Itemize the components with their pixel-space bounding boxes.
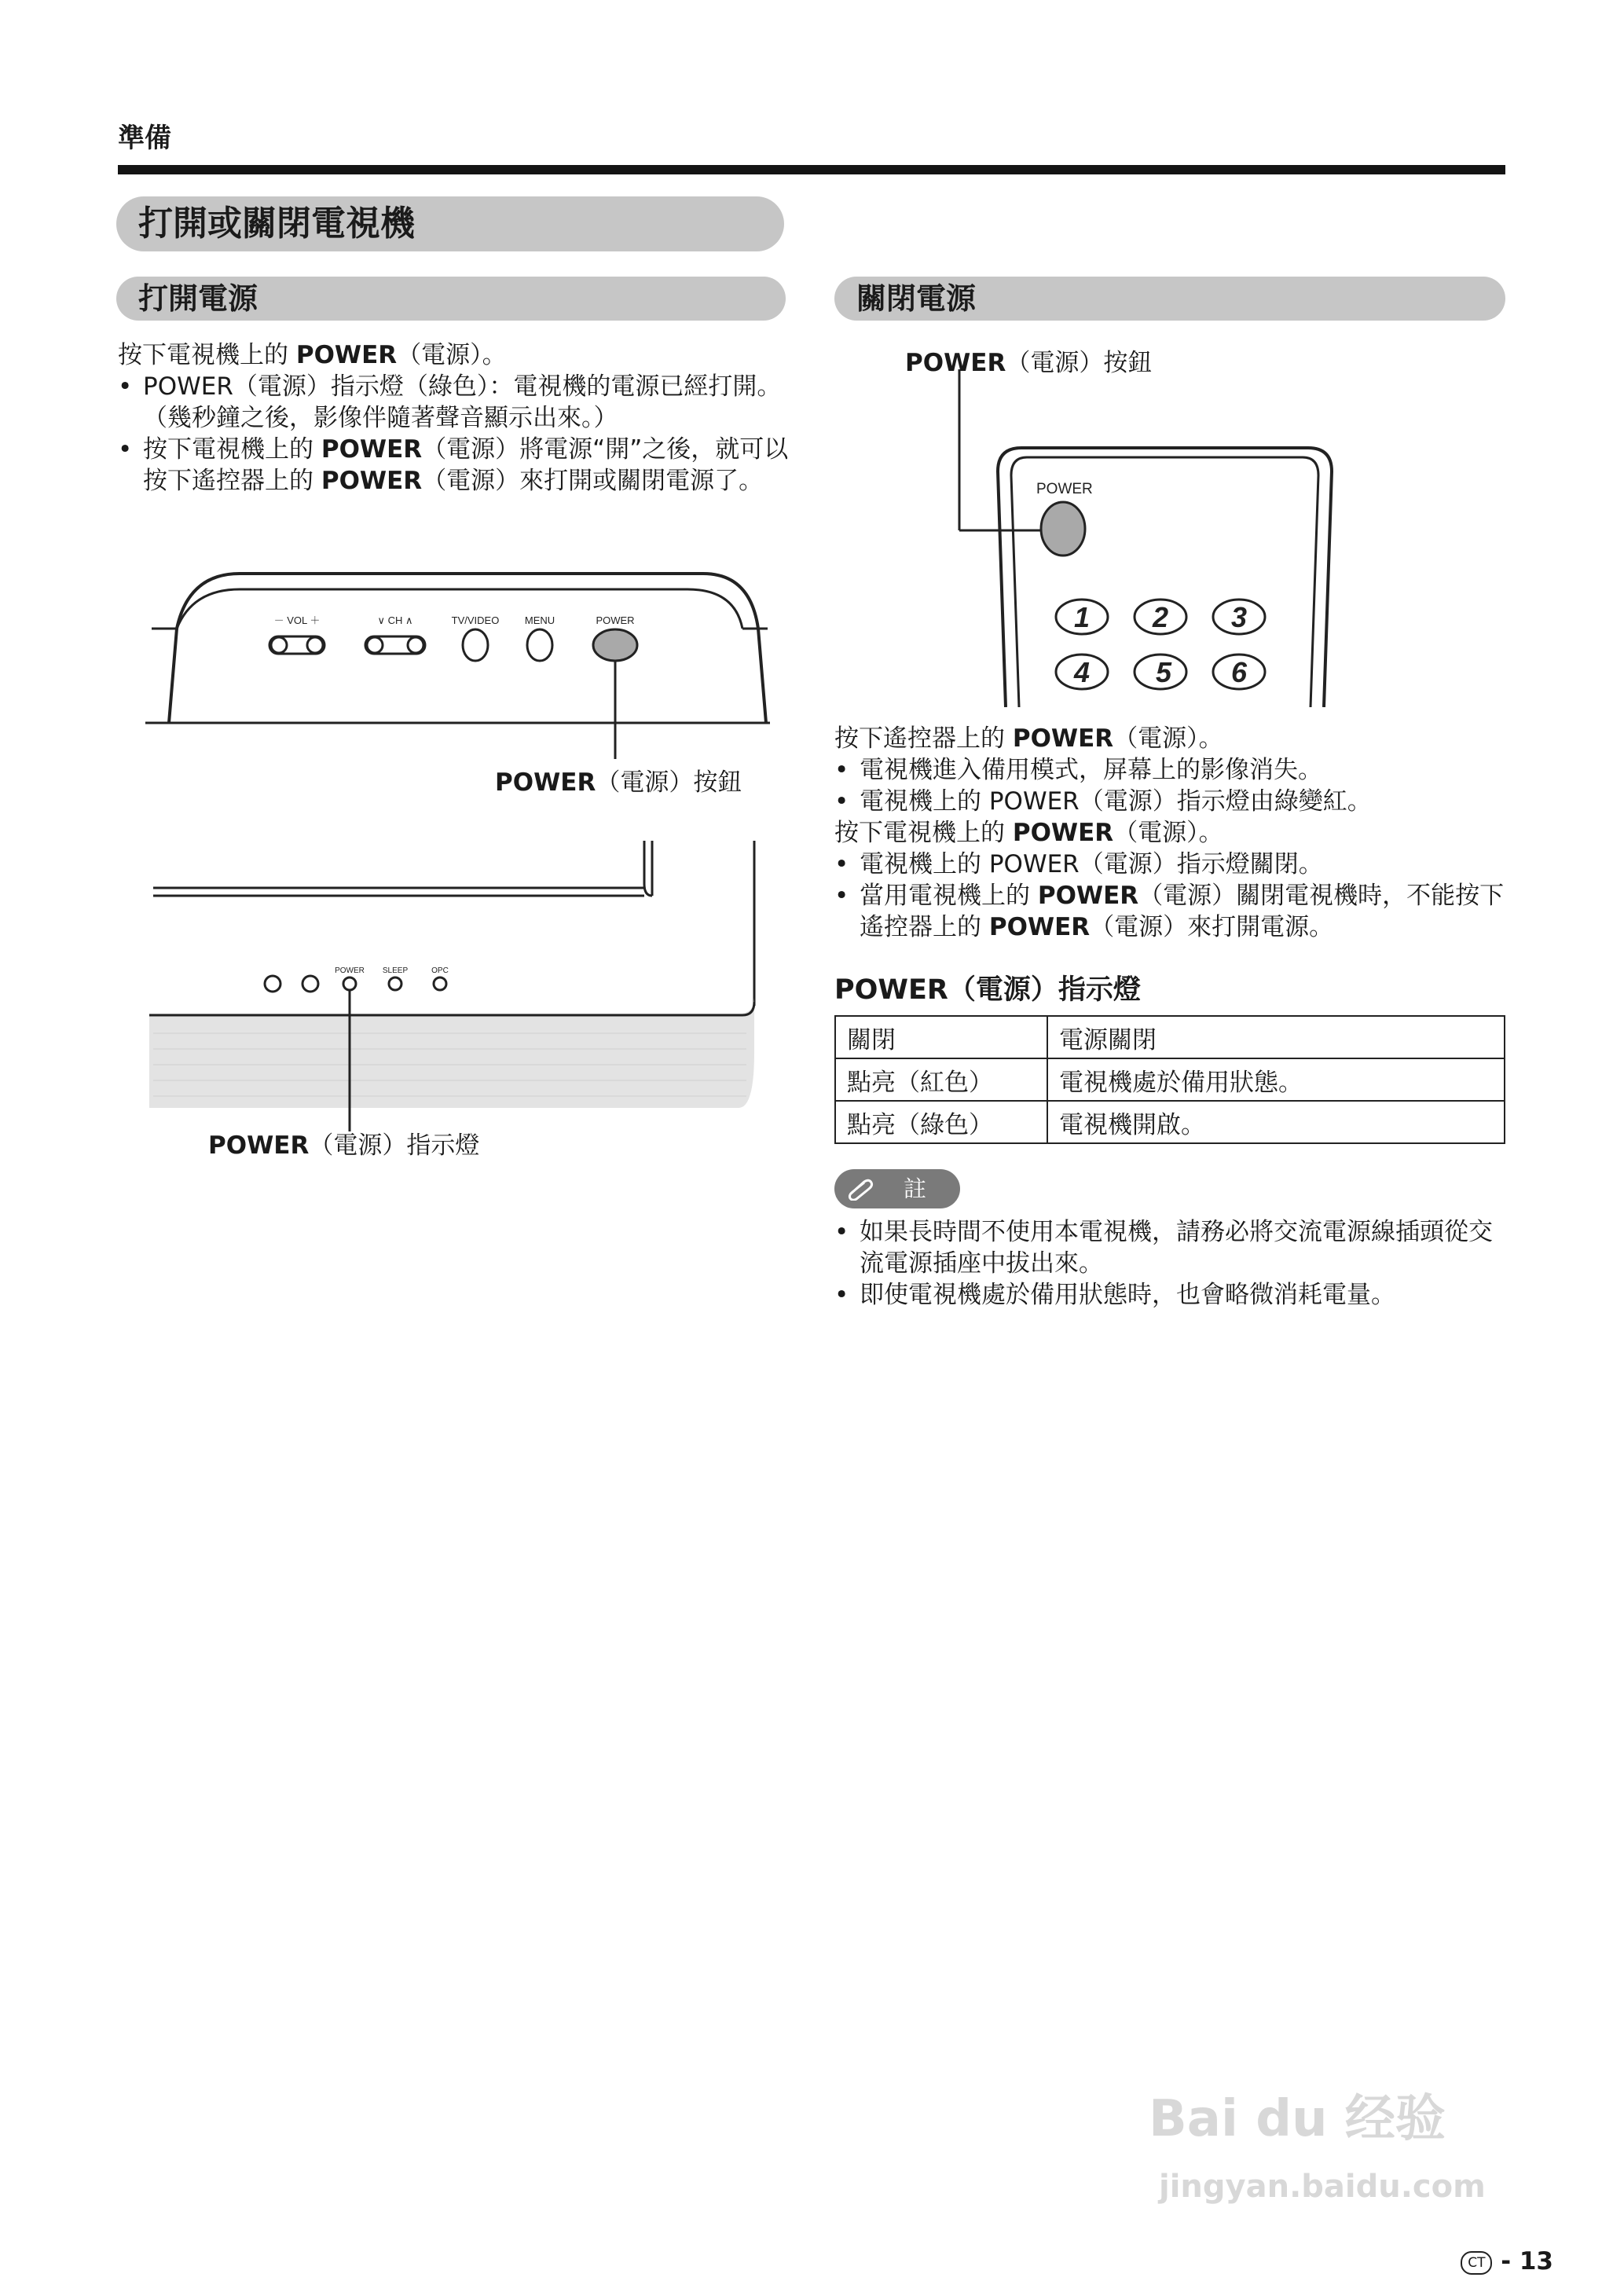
- table-cell: 點亮（紅色）: [835, 1058, 1047, 1101]
- power-on-heading: 打開電源: [116, 277, 786, 321]
- remote-key-1-label: 1: [1073, 601, 1091, 633]
- tv-front-indicator-illustration: [149, 841, 762, 1131]
- remote-control-illustration: [955, 369, 1347, 707]
- power-on-instructions: [118, 339, 794, 497]
- table-row: [835, 1058, 1505, 1101]
- remote-power-button-caption: POWER（電源）按鈕: [905, 349, 1153, 377]
- remote-key-2-label: 2: [1152, 601, 1169, 633]
- tv-sleep-indicator-label: SLEEP: [382, 966, 409, 975]
- note-badge: [834, 1169, 960, 1208]
- tv-power-indicator-label: POWER: [335, 966, 365, 975]
- baidu-watermark-logo: Bai du 经验: [1149, 2090, 1446, 2148]
- table-cell: 電視機處於備用狀態。: [1047, 1058, 1505, 1101]
- language-badge: CT: [1461, 2251, 1492, 2275]
- tv-power-indicator: [343, 977, 356, 990]
- power-on-intro: 按下電視機上的 POWER（電源）。: [118, 341, 507, 369]
- menu-button[interactable]: [527, 629, 552, 661]
- indicator-table-heading: POWER（電源）指示燈: [834, 974, 1141, 1006]
- power-off-para-2: 按下電視機上的 POWER（電源）。: [834, 819, 1223, 847]
- remote-key-3-label: 3: [1230, 601, 1248, 633]
- remote-power-button[interactable]: [1041, 502, 1085, 556]
- power-off-bullet-4: • 當用電視機上的 POWER（電源）關閉電視機時，不能按下遙控器上的 POWER（電源）來打開電源。: [834, 880, 1510, 943]
- tv-opc-indicator-label: OPC: [431, 966, 449, 975]
- remote-power-label: POWER: [1036, 481, 1093, 497]
- tvvideo-label: TV/VIDEO: [451, 614, 500, 626]
- vol-label: － VOL ＋: [273, 614, 321, 626]
- ch-label: ∨ CH ∧: [377, 614, 413, 626]
- tv-power-button[interactable]: [593, 629, 637, 661]
- table-row: [835, 1101, 1505, 1143]
- vol-rocker[interactable]: [269, 636, 324, 654]
- remote-key-5-label: 5: [1155, 656, 1172, 688]
- power-label: POWER: [596, 614, 635, 626]
- power-off-instructions: [834, 723, 1510, 943]
- note-label: 註: [904, 1175, 927, 1202]
- remote-key-6-label: 6: [1230, 656, 1248, 688]
- tv-power-button-caption: POWER（電源）按鈕: [495, 768, 742, 797]
- note-item-2: • 即使電視機處於備用狀態時，也會略微消耗電量。: [834, 1279, 1510, 1311]
- power-off-bullet-2: • 電視機上的 POWER（電源）指示燈由綠變紅。: [834, 786, 1510, 817]
- note-item-1: • 如果長時間不使用本電視機，請務必將交流電源線插頭從交流電源插座中拔出來。: [834, 1216, 1510, 1279]
- section-label: 準備: [118, 123, 171, 154]
- power-on-bullet-1: • POWER（電源）指示燈（綠色）：電視機的電源已經打開。（幾秒鐘之後，影像伴隨著聲音顯示出來。）: [118, 371, 794, 434]
- table-cell: 關閉: [835, 1016, 1047, 1058]
- tv-power-indicator-caption: POWER（電源）指示燈: [208, 1131, 480, 1160]
- page-number-value: 13: [1519, 2247, 1553, 2275]
- page-title: 打開或關閉電視機: [116, 196, 784, 251]
- paperclip-icon: [845, 1177, 877, 1201]
- power-on-bullet-2: • 按下電視機上的 POWER（電源）將電源“開”之後，就可以按下遙控器上的 POWER（電源）來打開或關閉電源了。: [118, 434, 794, 497]
- tvvideo-button[interactable]: [463, 629, 488, 661]
- baidu-watermark-url: jingyan.baidu.com: [1159, 2169, 1486, 2205]
- page-number: CT - 13: [1461, 2247, 1553, 2275]
- remote-key-4-label: 4: [1073, 656, 1091, 688]
- table-cell: 點亮（綠色）: [835, 1101, 1047, 1143]
- tv-sleep-indicator: [389, 977, 401, 990]
- top-rule: [118, 165, 1505, 174]
- ch-rocker[interactable]: [365, 636, 425, 654]
- power-off-bullet-3: • 電視機上的 POWER（電源）指示燈關閉。: [834, 849, 1510, 880]
- menu-label: MENU: [524, 614, 555, 626]
- power-off-heading: 關閉電源: [834, 277, 1505, 321]
- power-off-para-1: 按下遙控器上的 POWER（電源）。: [834, 724, 1223, 753]
- power-off-bullet-1: • 電視機進入備用模式，屏幕上的影像消失。: [834, 754, 1510, 786]
- table-cell: 電源關閉: [1047, 1016, 1505, 1058]
- table-cell: 電視機開啟。: [1047, 1101, 1505, 1143]
- table-row: [835, 1016, 1505, 1058]
- indicator-table: [834, 1015, 1505, 1144]
- tv-opc-indicator: [434, 977, 446, 990]
- note-list: [834, 1216, 1510, 1311]
